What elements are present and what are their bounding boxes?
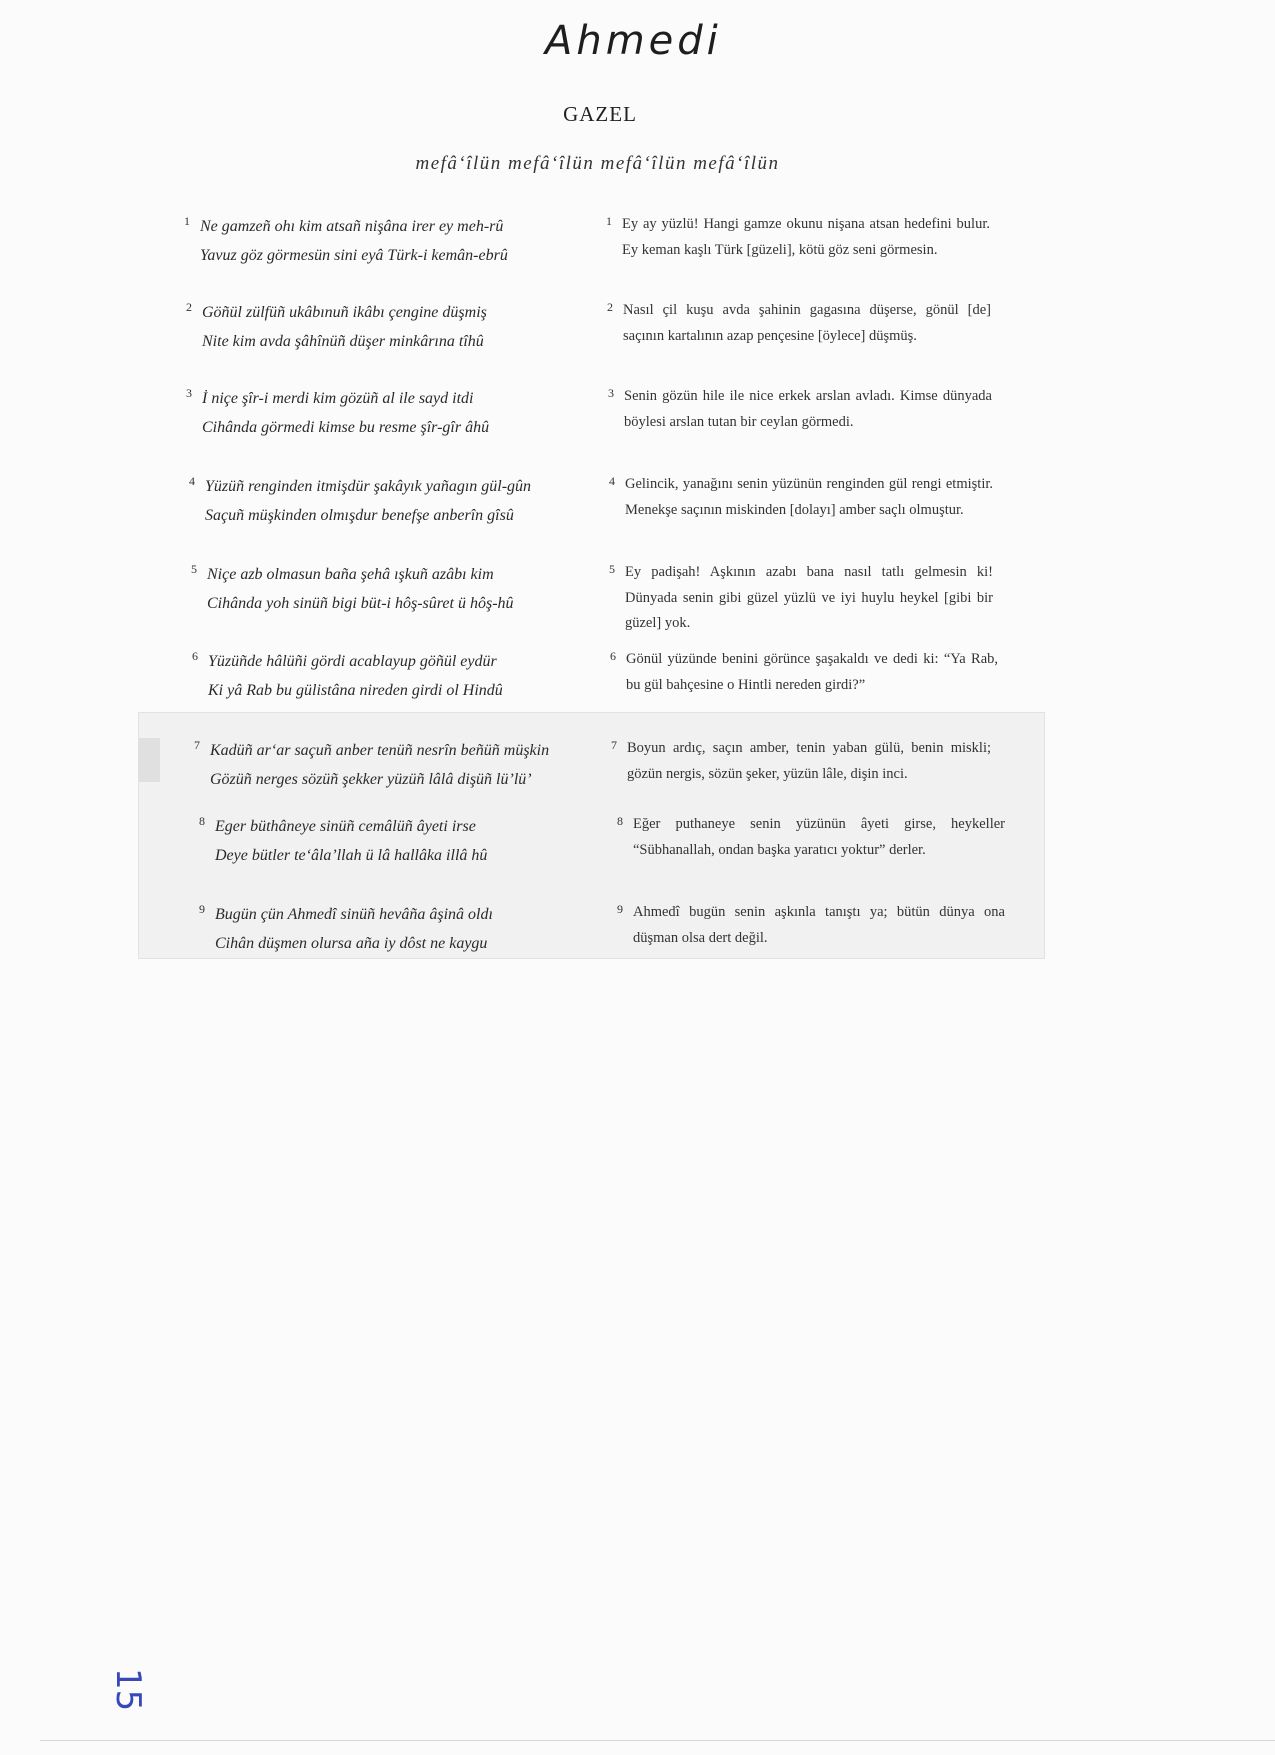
verse-number: 6: [192, 649, 198, 663]
translation-text: Gönül yüzünde benini görünce şaşakaldı ve dedi ki: “Ya Rab, bu gül bahçesine o Hintli nereden girdi?”: [626, 651, 998, 693]
translation-text: Senin gözün hile ile nice erkek arslan avladı. Kimse dünyada böylesi arslan tutan bir ceylan görmedi.: [624, 388, 992, 430]
verse-line: Saçuñ müşkinden olmışdur benefşe anberîn gîsû: [205, 507, 514, 524]
scan-shadow-strip: [138, 738, 160, 782]
verse-line: Deye bütler te‘âla’llah ü lâ hallâka illâ hû: [215, 847, 488, 864]
verse-number: 1: [184, 214, 190, 228]
verse-original: [184, 212, 600, 270]
verse-number: 7: [194, 738, 200, 752]
verse-translation: [609, 560, 993, 637]
translation-number: 1: [606, 214, 612, 228]
translation-number: 5: [609, 562, 615, 576]
verse-line: Cihânda yoh sinüñ bigi büt-i hôş-sûret ü hôş-hû: [207, 595, 514, 612]
translation-text: Ey padişah! Aşkının azabı bana nasıl tatlı gelmesin ki! Dünyada senin gibi güzel yüzlü ve iyi huylu heykel [gibi bir güzel] yok.: [625, 564, 993, 631]
verse-line: Cihân düşmen olursa aña iy dôst ne kaygu: [215, 935, 488, 952]
verse-line: Bugün çün Ahmedî sinüñ hevâña âşinâ oldı: [215, 906, 493, 923]
translation-text: Gelincik, yanağını senin yüzünün renginden gül rengi etmiştir. Menekşe saçının miskinden [dolayı] amber saçlı olmuştur.: [625, 476, 993, 518]
verse-line: Kadüñ ar‘ar saçuñ anber tenüñ nesrîn beñüñ müşkin: [210, 742, 550, 759]
verse-line: Niçe azb olmasun baña şehâ ışkuñ azâbı kim: [207, 566, 494, 583]
translation-number: 9: [617, 902, 623, 916]
page-bottom-edge: [40, 1740, 1275, 1741]
translation-number: 2: [607, 300, 613, 314]
verse-original: [194, 736, 610, 794]
verse-line: Cihânda görmedi kimse bu resme şîr-gîr âhû: [202, 419, 490, 436]
verse-line: Ne gamzeñ ohı kim atsañ nişâna irer ey meh-rû: [200, 218, 504, 235]
verse-translation: [608, 384, 992, 435]
translation-number: 3: [608, 386, 614, 400]
verse-line: Yüzüñ renginden itmişdür şakâyık yañagın gül-gûn: [205, 478, 532, 495]
translation-text: Eğer puthaneye senin yüzünün âyeti girse, heykeller “Sübhanallah, ondan başka yaratıcı yoktur” derler.: [633, 816, 1005, 858]
verse-number: 4: [189, 474, 195, 488]
verse-line: İ niçe şîr-i merdi kim gözüñ al ile sayd itdi: [202, 390, 474, 407]
verse-original: [189, 472, 605, 530]
handwritten-page-number: 15: [108, 1668, 148, 1712]
translation-text: Boyun ardıç, saçın amber, tenin yaban gülü, benin miskli; gözün nergis, sözün şeker, yüzün lâle, dişin inci.: [627, 740, 991, 782]
translation-text: Ahmedî bugün senin aşkınla tanıştı ya; bütün dünya ona düşman olsa dert değil.: [633, 904, 1005, 946]
verse-original: [199, 900, 615, 958]
verse-translation: [610, 647, 998, 698]
handwritten-title: Ahmedi: [545, 18, 722, 64]
verse-number: 8: [199, 814, 205, 828]
translation-number: 7: [611, 738, 617, 752]
verse-original: [192, 647, 608, 705]
verse-translation: [609, 472, 993, 523]
verse-translation: [606, 212, 990, 263]
verse-line: Yavuz göz görmesün sini eyâ Türk-i kemân-ebrû: [200, 247, 508, 264]
verse-original: [199, 812, 615, 870]
verse-number: 2: [186, 300, 192, 314]
verse-translation: [617, 812, 1005, 863]
verse-line: Nite kim avda şâhînüñ düşer minkârına tîhû: [202, 333, 484, 350]
verse-translation: [607, 298, 991, 349]
verse-number: 9: [199, 902, 205, 916]
translation-number: 6: [610, 649, 616, 663]
verse-line: Gözüñ nerges sözüñ şekker yüzüñ lâlâ dişüñ lü’lü’: [210, 771, 532, 788]
verse-line: Yüzüñde hâlüñi gördi acablayup göñül eydür: [208, 653, 497, 670]
verse-original: [191, 560, 607, 618]
verse-line: Göñül zülfüñ ukâbınuñ ikâbı çengine düşmiş: [202, 304, 487, 321]
verse-original: [186, 384, 602, 442]
verse-line: Eger büthâneye sinüñ cemâlüñ âyeti irse: [215, 818, 476, 835]
verse-translation: [617, 900, 1005, 951]
verse-number: 5: [191, 562, 197, 576]
verse-line: Ki yâ Rab bu gülistâna nireden girdi ol Hindû: [208, 682, 503, 699]
verse-original: [186, 298, 602, 356]
poem-heading: GAZEL: [563, 102, 637, 126]
verse-number: 3: [186, 386, 192, 400]
meter-line: mefâ‘îlün mefâ‘îlün mefâ‘îlün mefâ‘îlün: [415, 153, 780, 174]
translation-number: 8: [617, 814, 623, 828]
translation-text: Ey ay yüzlü! Hangi gamze okunu nişana atsan hedefini bulur. Ey keman kaşlı Türk [güzeli], kötü göz seni görmesin.: [622, 216, 990, 258]
verse-translation: [611, 736, 991, 787]
translation-number: 4: [609, 474, 615, 488]
translation-text: Nasıl çil kuşu avda şahinin gagasına düşerse, gönül [de] saçının kartalının azap pençesine [öylece] düşmüş.: [623, 302, 991, 344]
